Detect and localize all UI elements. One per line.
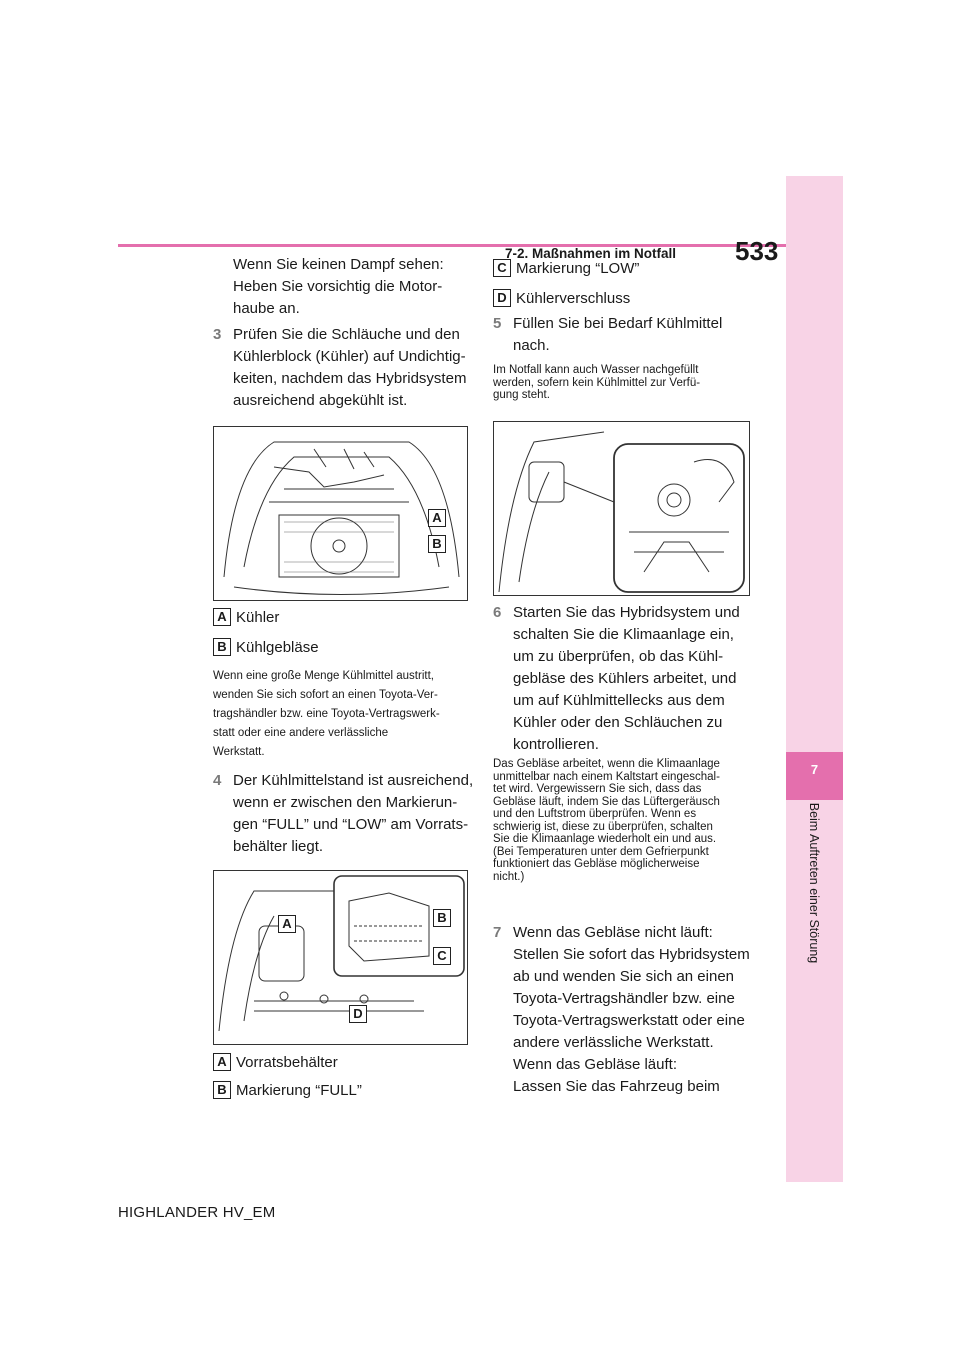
note-blower: Das Gebläse arbeitet, wenn die Klimaanlage unmittelbar nach einem Kaltstart eingeschal- tet wird. Vergewissern Sie sich, dass das Gebläse läuft, indem Sie das Lüftergeräusch und den Luftstrom überprüfen. Wenn es schwierig ist, diese zu überprüfen, schalten Sie die Klimaanlage wiederholt ein und aus. (Bei Temperaturen unter dem Gefrierpunkt funktioniert das Gebläse möglicherweise nicht.) [493, 758, 720, 883]
step-3-number: 3 [213, 326, 222, 343]
chapter-side-tab [786, 176, 843, 1182]
step-4: 4 Der Kühlmittelstand ist ausreichend, wenn er zwischen den Markierun- gen “FULL” und “LOW” am Vorrats- behälter liegt. [213, 772, 474, 855]
legend-text: Markierung “LOW” [516, 259, 640, 277]
step-6: 6 Starten Sie das Hybridsystem und schalten Sie die Klimaanlage ein, um zu überprüfen, ob das Kühl- gebläse des Kühlers arbeitet, und um auf Kühlmittellecks aus dem Kühler oder den Schläuchen zu kontrollieren. [493, 604, 740, 753]
step-6-number: 6 [493, 604, 502, 621]
step-7: 7 Wenn das Gebläse nicht läuft: Stellen Sie sofort das Hybridsystem ab und wenden Sie sich an einen Toyota-Vertragshändler bzw. eine Toyota-Vertragswerkstatt oder eine andere verlässliche Werkstatt. Wenn das Gebläse läuft: Lassen Sie das Fahrzeug beim [493, 924, 750, 1095]
legend-text: Kühler [236, 608, 280, 626]
legend-tag: C [493, 259, 511, 277]
chapter-number: 7 [810, 762, 819, 777]
legend-item [213, 1053, 338, 1071]
figure-radiator-cap [493, 421, 750, 596]
step-3: 3 Prüfen Sie die Schläuche und den Kühlerblock (Kühler) auf Undichtig- keiten, nachdem das Hybridsystem ausreichend abgekühlt ist. [213, 326, 467, 409]
legend-item [213, 608, 279, 626]
legend-tag: D [493, 289, 511, 307]
legend-text: Markierung “FULL” [236, 1081, 362, 1099]
figure-label-a: A [278, 915, 296, 933]
chapter-title: Beim Auftreten einer Störung [807, 802, 821, 964]
figure-label-b: B [433, 909, 451, 927]
intro-text: Wenn Sie keinen Dampf sehen: Heben Sie vorsichtig die Motor- haube an. [233, 256, 444, 317]
step-5: 5 Füllen Sie bei Bedarf Kühlmittel nach. [493, 315, 723, 354]
figure-label-a: A [428, 509, 446, 527]
legend-tag: B [213, 638, 231, 656]
figure-radiator [213, 426, 468, 601]
legend-tag: A [213, 608, 231, 626]
figure-label-d: D [349, 1005, 367, 1023]
legend-tag: B [213, 1081, 231, 1099]
header-rule [118, 244, 786, 247]
step-5-number: 5 [493, 315, 502, 332]
legend-item [213, 638, 319, 656]
figure-label-c: C [433, 947, 451, 965]
legend-tag: A [213, 1053, 231, 1071]
legend-item [493, 259, 639, 277]
step-7-number: 7 [493, 924, 502, 941]
footer-model: HIGHLANDER HV_EM [118, 1204, 276, 1221]
legend-text: Kühlerverschluss [516, 289, 631, 307]
legend-item [213, 1081, 362, 1099]
legend-item [493, 289, 630, 307]
figure-label-b: B [428, 535, 446, 553]
legend-text: Kühlgebläse [236, 638, 319, 656]
note-coolant-leak: Wenn eine große Menge Kühlmittel austritt, wenden Sie sich sofort an einen Toyota-Ver- tragshändler bzw. eine Toyota-Vertragswerk- statt oder eine andere verlässliche Werkstatt. [213, 670, 440, 758]
step-4-number: 4 [213, 772, 222, 789]
note-water: Im Notfall kann auch Wasser nachgefüllt werden, sofern kein Kühlmittel zur Verfü- gung steht. [493, 364, 701, 401]
radiator-cap-illustration [494, 422, 749, 595]
page-number: 533 [735, 236, 779, 266]
figure-reservoir [213, 870, 468, 1045]
legend-text: Vorratsbehälter [236, 1053, 338, 1071]
section-title: 7-2. Maßnahmen im Notfall [505, 246, 677, 261]
reservoir-illustration [214, 871, 467, 1044]
